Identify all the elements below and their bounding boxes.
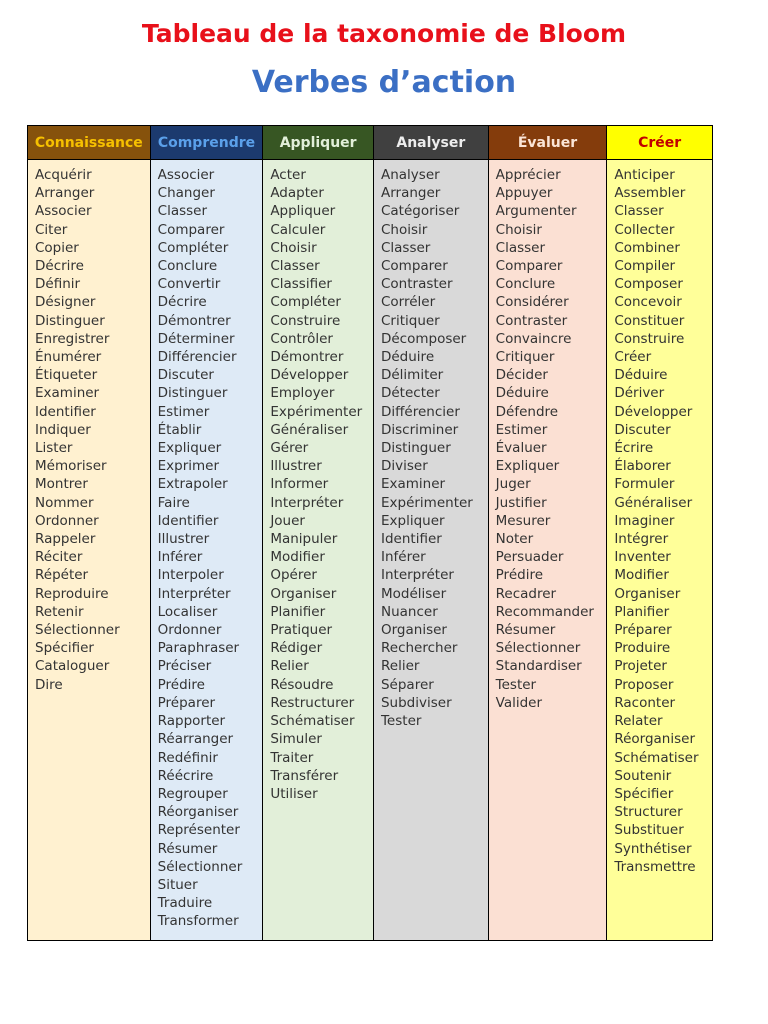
verb-item: Acquérir xyxy=(35,167,92,183)
verb-item: Jouer xyxy=(270,512,305,529)
verb-item: Appuyer xyxy=(495,185,553,202)
verb-item: Illustrer xyxy=(157,531,210,548)
column-analyser xyxy=(374,126,489,940)
verb-item: Décrire xyxy=(35,258,84,275)
verb-item: Contraster xyxy=(495,312,568,329)
verb-item: Enregistrer xyxy=(35,330,110,347)
verb-item: Estimer xyxy=(495,421,548,438)
verb-item: Classer xyxy=(380,239,431,256)
verb-item: Compiler xyxy=(614,258,676,275)
verb-item: Inventer xyxy=(614,549,671,566)
verb-item: Appliquer xyxy=(270,203,336,220)
verb-item: Relier xyxy=(380,658,420,675)
verb-item: Démontrer xyxy=(270,349,344,366)
verb-item: Associer xyxy=(157,167,215,183)
column-header: Connaissance xyxy=(28,126,150,160)
verb-item: Catégoriser xyxy=(380,203,460,220)
verb-item: Lister xyxy=(35,440,73,457)
column-evaluer xyxy=(489,126,608,940)
verb-item: Conclure xyxy=(157,258,218,275)
column-creer xyxy=(607,126,712,940)
verb-item: Produire xyxy=(614,640,671,657)
verb-item: Situer xyxy=(157,876,198,893)
verb-item: Structurer xyxy=(614,804,683,821)
verb-item: Défendre xyxy=(495,403,559,420)
verb-item: Extrapoler xyxy=(157,476,228,493)
verb-item: Réécrire xyxy=(157,767,214,784)
verb-item: Comparer xyxy=(157,221,225,238)
verb-item: Déterminer xyxy=(157,330,235,347)
verb-item: Subdiviser xyxy=(380,694,452,711)
verb-item: Montrer xyxy=(35,476,88,493)
verb-item: Copier xyxy=(35,239,79,256)
verb-item: Organiser xyxy=(614,585,681,602)
verb-item: Rappeler xyxy=(35,531,96,548)
verb-item: Organiser xyxy=(270,585,337,602)
verb-item: Gérer xyxy=(270,440,309,457)
verb-item: Différencier xyxy=(157,349,237,366)
verb-item: Critiquer xyxy=(380,312,440,329)
verb-item: Écrire xyxy=(614,440,654,457)
verb-item: Interpréter xyxy=(380,567,454,584)
verb-item: Comparer xyxy=(495,258,563,275)
verb-item: Résoudre xyxy=(270,676,334,693)
verb-item: Employer xyxy=(270,385,335,402)
verb-item: Décrire xyxy=(157,294,207,311)
verb-item: Restructurer xyxy=(270,694,355,711)
verb-item: Discriminer xyxy=(380,421,459,438)
verb-item: Désigner xyxy=(35,294,96,311)
verb-item: Argumenter xyxy=(495,203,577,220)
verb-item: Sélectionner xyxy=(157,858,243,875)
verb-item: Opérer xyxy=(270,567,317,584)
column-appliquer xyxy=(263,126,374,940)
verb-item: Relater xyxy=(614,713,663,730)
verb-item: Organiser xyxy=(380,622,447,639)
verb-item: Identifier xyxy=(380,531,442,548)
verb-item: Élaborer xyxy=(614,458,671,475)
verb-item: Généraliser xyxy=(614,494,693,511)
verb-item: Collecter xyxy=(614,221,675,238)
verb-item: Modifier xyxy=(270,549,325,566)
verb-item: Identifier xyxy=(35,403,96,420)
verb-item: Prédire xyxy=(495,567,543,584)
verb-item: Planifier xyxy=(614,603,670,620)
verb-item: Formuler xyxy=(614,476,675,493)
verb-item: Rédiger xyxy=(270,640,323,657)
column-verb-list xyxy=(374,160,488,940)
verb-item: Apprécier xyxy=(495,167,561,183)
verb-item: Distinguer xyxy=(157,385,228,402)
verb-item: Localiser xyxy=(157,603,218,620)
verb-item: Comparer xyxy=(380,258,448,275)
verb-item: Traduire xyxy=(157,895,213,912)
verb-item: Cataloguer xyxy=(35,658,110,675)
column-header: Créer xyxy=(607,126,712,160)
verb-item: Compléter xyxy=(270,294,341,311)
verb-item: Compléter xyxy=(157,239,229,256)
verb-item: Substituer xyxy=(614,822,684,839)
verb-item: Schématiser xyxy=(270,713,355,730)
verb-item: Différencier xyxy=(380,403,460,420)
verb-item: Choisir xyxy=(380,221,428,238)
verb-item: Expliquer xyxy=(157,440,222,457)
verb-item: Transférer xyxy=(270,767,339,784)
verb-item: Séparer xyxy=(380,676,434,693)
verb-item: Interpréter xyxy=(157,585,231,602)
verb-item: Analyser xyxy=(380,167,440,183)
column-header: Évaluer xyxy=(489,126,607,160)
verb-item: Spécifier xyxy=(614,785,674,802)
verb-item: Contraster xyxy=(380,276,453,293)
verb-item: Discuter xyxy=(614,421,671,438)
verb-item: Projeter xyxy=(614,658,667,675)
verb-item: Faire xyxy=(157,494,190,511)
verb-item: Généraliser xyxy=(270,421,349,438)
column-verb-list xyxy=(263,160,373,940)
verb-item: Tester xyxy=(380,713,422,730)
verb-item: Spécifier xyxy=(35,640,94,657)
verb-item: Ordonner xyxy=(35,512,99,529)
verb-item: Préparer xyxy=(614,622,672,639)
verb-item: Dériver xyxy=(614,385,665,402)
verb-item: Tester xyxy=(495,676,537,693)
verb-item: Imaginer xyxy=(614,512,675,529)
verb-item: Décomposer xyxy=(380,330,467,347)
verb-item: Distinguer xyxy=(35,312,105,329)
verb-item: Redéfinir xyxy=(157,749,218,766)
verb-item: Adapter xyxy=(270,185,324,202)
verb-item: Diviser xyxy=(380,458,428,475)
verb-item: Paraphraser xyxy=(157,640,240,657)
verb-item: Délimiter xyxy=(380,367,444,384)
verb-item: Réciter xyxy=(35,549,83,566)
verb-item: Changer xyxy=(157,185,215,202)
verb-item: Standardiser xyxy=(495,658,582,675)
verb-item: Associer xyxy=(35,203,92,220)
verb-item: Synthétiser xyxy=(614,840,692,857)
verb-item: Calculer xyxy=(270,221,326,238)
verb-item: Préciser xyxy=(157,658,212,675)
verb-item: Réorganiser xyxy=(157,804,239,821)
verb-item: Expliquer xyxy=(380,512,445,529)
verb-item: Mémoriser xyxy=(35,458,107,475)
verb-item: Justifier xyxy=(495,494,547,511)
verb-item: Construire xyxy=(270,312,341,329)
verb-item: Schématiser xyxy=(614,749,699,766)
verb-item: Proposer xyxy=(614,676,674,693)
verb-item: Exprimer xyxy=(157,458,220,475)
verb-item: Évaluer xyxy=(495,440,547,457)
column-header: Analyser xyxy=(374,126,488,160)
verb-item: Décider xyxy=(495,367,548,384)
verb-item: Définir xyxy=(35,276,81,293)
column-verb-list xyxy=(28,160,150,940)
verb-item: Inférer xyxy=(157,549,203,566)
verb-item: Classer xyxy=(157,203,208,220)
column-header: Comprendre xyxy=(151,126,263,160)
verb-item: Convaincre xyxy=(495,330,572,347)
verb-item: Sélectionner xyxy=(495,640,581,657)
verb-item: Répéter xyxy=(35,567,89,584)
verb-item: Sélectionner xyxy=(35,622,120,639)
verb-item: Recommander xyxy=(495,603,594,620)
verb-item: Mesurer xyxy=(495,512,551,529)
verb-item: Identifier xyxy=(157,512,219,529)
verb-item: Classer xyxy=(614,203,664,220)
verb-item: Concevoir xyxy=(614,294,682,311)
verb-item: Traiter xyxy=(270,749,314,766)
verb-item: Estimer xyxy=(157,403,210,420)
verb-item: Déduire xyxy=(495,385,549,402)
verb-item: Résumer xyxy=(157,840,218,857)
verb-item: Convertir xyxy=(157,276,221,293)
verb-item: Rapporter xyxy=(157,713,226,730)
verb-item: Modéliser xyxy=(380,585,447,602)
column-connaissance xyxy=(28,126,151,940)
verb-item: Modifier xyxy=(614,567,669,584)
bloom-taxonomy-table xyxy=(27,125,713,941)
verb-item: Détecter xyxy=(380,385,440,402)
verb-item: Construire xyxy=(614,330,685,347)
column-header: Appliquer xyxy=(263,126,373,160)
verb-item: Conclure xyxy=(495,276,556,293)
verb-item: Déduire xyxy=(380,349,435,366)
verb-item: Interpréter xyxy=(270,494,344,511)
verb-item: Représenter xyxy=(157,822,240,839)
verb-item: Discuter xyxy=(157,367,214,384)
verb-item: Raconter xyxy=(614,694,676,711)
page-title: Tableau de la taxonomie de Bloom xyxy=(141,19,627,48)
verb-item: Arranger xyxy=(380,185,441,202)
verb-item: Transformer xyxy=(157,913,239,930)
verb-item: Simuler xyxy=(270,731,322,748)
verb-item: Ordonner xyxy=(157,622,222,639)
verb-item: Retenir xyxy=(35,603,84,620)
verb-item: Recadrer xyxy=(495,585,557,602)
verb-item: Citer xyxy=(35,221,68,238)
verb-item: Créer xyxy=(614,349,652,366)
verb-item: Examiner xyxy=(380,476,446,493)
verb-item: Rechercher xyxy=(380,640,458,657)
verb-item: Valider xyxy=(495,694,543,711)
verb-item: Réarranger xyxy=(157,731,234,748)
column-verb-list xyxy=(151,160,263,940)
verb-item: Arranger xyxy=(35,185,95,202)
verb-item: Planifier xyxy=(270,603,326,620)
verb-item: Démontrer xyxy=(157,312,231,329)
verb-item: Persuader xyxy=(495,549,564,566)
verb-item: Transmettre xyxy=(614,858,696,875)
verb-item: Classifier xyxy=(270,276,332,293)
verb-item: Regrouper xyxy=(157,785,228,802)
verb-item: Choisir xyxy=(270,239,317,256)
verb-item: Indiquer xyxy=(35,421,91,438)
verb-item: Manipuler xyxy=(270,531,338,548)
verb-item: Distinguer xyxy=(380,440,451,457)
verb-item: Intégrer xyxy=(614,531,669,548)
verb-item: Informer xyxy=(270,476,329,493)
verb-item: Développer xyxy=(614,403,693,420)
verb-item: Noter xyxy=(495,531,534,548)
verb-item: Classer xyxy=(495,239,546,256)
verb-item: Expérimenter xyxy=(270,403,363,420)
verb-item: Établir xyxy=(157,421,202,438)
verb-item: Nuancer xyxy=(380,603,438,620)
verb-item: Reproduire xyxy=(35,585,109,602)
verb-item: Prédire xyxy=(157,676,205,693)
verb-item: Acter xyxy=(270,167,306,183)
verb-item: Préparer xyxy=(157,694,216,711)
verb-item: Combiner xyxy=(614,239,680,256)
column-comprendre xyxy=(151,126,264,940)
verb-item: Critiquer xyxy=(495,349,555,366)
verb-item: Expérimenter xyxy=(380,494,473,511)
verb-item: Anticiper xyxy=(614,167,675,183)
verb-item: Relier xyxy=(270,658,309,675)
verb-item: Étiqueter xyxy=(35,367,98,384)
verb-item: Examiner xyxy=(35,385,100,402)
verb-item: Contrôler xyxy=(270,330,333,347)
verb-item: Classer xyxy=(270,258,320,275)
verb-item: Dire xyxy=(35,676,63,693)
verb-item: Juger xyxy=(495,476,531,493)
column-verb-list xyxy=(607,160,712,940)
verb-item: Résumer xyxy=(495,622,556,639)
verb-item: Utiliser xyxy=(270,785,318,802)
verb-item: Énumérer xyxy=(35,349,102,366)
verb-item: Considérer xyxy=(495,294,569,311)
verb-item: Constituer xyxy=(614,312,685,329)
verb-item: Corréler xyxy=(380,294,436,311)
verb-item: Choisir xyxy=(495,221,542,238)
verb-item: Développer xyxy=(270,367,349,384)
page-subtitle: Verbes d’action xyxy=(251,65,517,100)
verb-item: Réorganiser xyxy=(614,731,696,748)
verb-item: Assembler xyxy=(614,185,686,202)
verb-item: Interpoler xyxy=(157,567,224,584)
verb-item: Nommer xyxy=(35,494,94,511)
verb-item: Composer xyxy=(614,276,683,293)
verb-item: Inférer xyxy=(380,549,426,566)
verb-item: Déduire xyxy=(614,367,668,384)
verb-item: Soutenir xyxy=(614,767,672,784)
column-verb-list xyxy=(489,160,607,940)
verb-item: Pratiquer xyxy=(270,622,333,639)
verb-item: Illustrer xyxy=(270,458,322,475)
verb-item: Expliquer xyxy=(495,458,560,475)
